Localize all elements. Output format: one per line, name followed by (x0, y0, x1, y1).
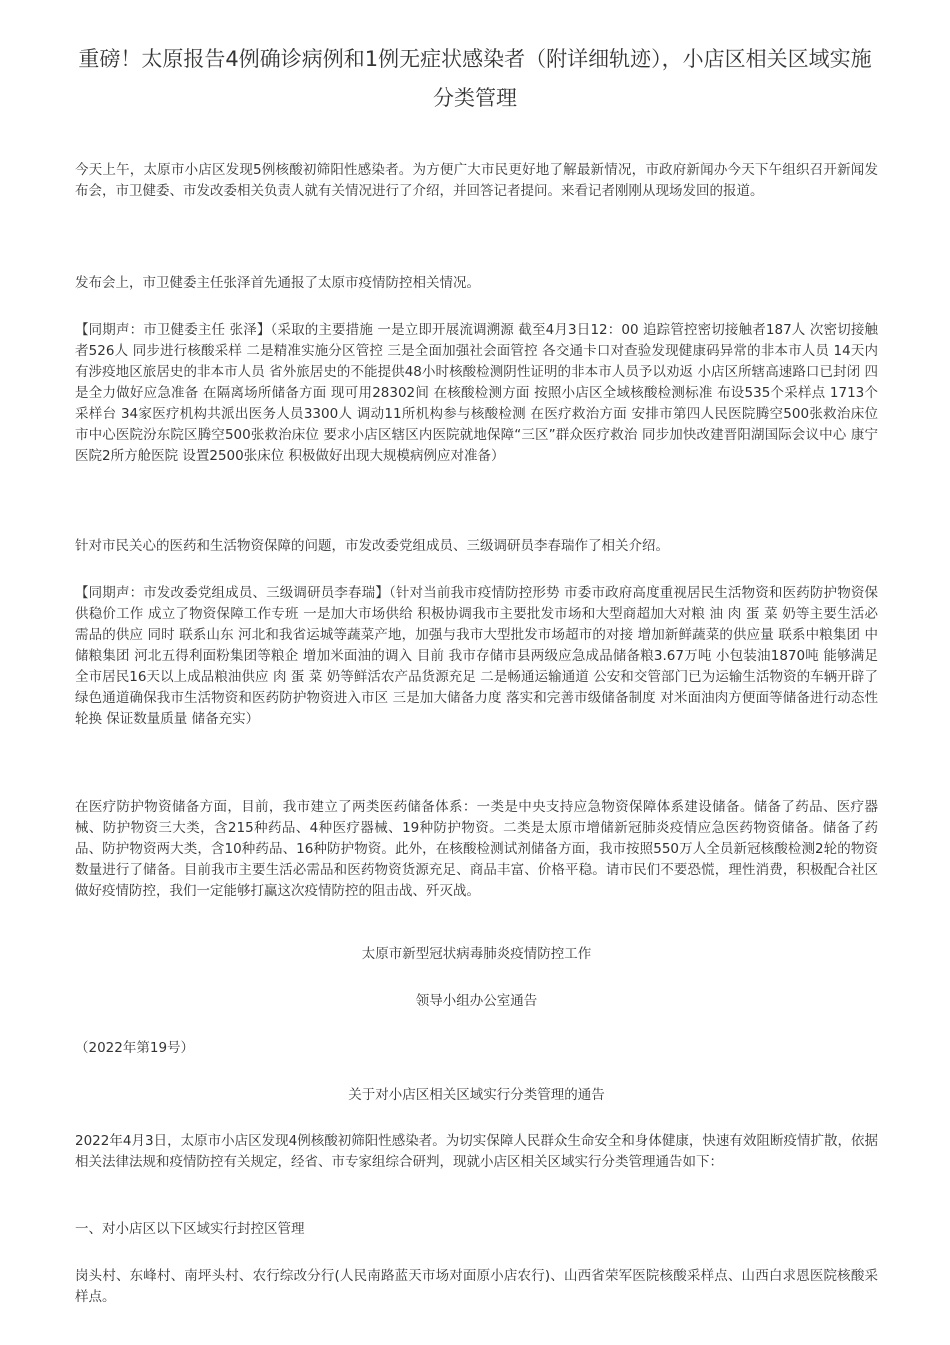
notice-title: 关于对小店区相关区域实行分类管理的通告 (348, 1087, 605, 1103)
article-title: 重磅！太原报告4例确诊病例和1例无症状感染者（附详细轨迹），小店区相关区域实施分类管理 (78, 47, 872, 110)
health-intro-paragraph: 发布会上，市卫健委主任张泽首先通报了太原市疫情防控相关情况。 (75, 275, 480, 291)
notice-body-paragraph: 2022年4月3日，太原市小店区发现4例核酸初筛阳性感染者。为切实保障人民群众生命安全和身体健康，快速有效阻断疫情扩散，依据相关法律法规和疫情防控有关规定，经省、市专家组综合研判，现就小店区相关区域实行分类管理通告如下： (75, 1133, 878, 1170)
notice-section1-title: 一、对小店区以下区域实行封控区管理 (75, 1221, 305, 1237)
intro-paragraph: 今天上午，太原市小店区发现5例核酸初筛阳性感染者。为方便广大市民更好地了解最新情况，市政府新闻办今天下午组织召开新闻发布会，市卫健委、市发改委相关负责人就有关情况进行了介绍，并回答记者提问。来看记者刚刚从现场发回的报道。 (75, 162, 878, 199)
reserve-paragraph: 在医疗防护物资储备方面，目前，我市建立了两类医药储备体系：一类是中央支持应急物资保障体系建设储备。储备了药品、医疗器械、防护物资三大类，含215种药品、4种医疗器械、19种防护物资。二类是太原市增储新冠肺炎疫情应急医药物资储备。储备了药品、防护物资两大类，含10种药品、16种防护物资。此外，在核酸检测试剂储备方面，我市按照550万人全员新冠核酸检测2轮的物资数量进行了储备。目前我市主要生活必需品和医药物资货源充足、商品丰富、价格平稳。请市民们不要恐慌，理性消费，积极配合社区做好疫情防控，我们一定能够打赢这次疫情防控的阻击战、歼灭战。 (75, 799, 878, 899)
supply-intro-paragraph: 针对市民关心的医药和生活物资保障的问题，市发改委党组成员、三级调研员李春瑞作了相关介绍。 (75, 538, 669, 554)
supply-quote-paragraph: 【同期声：市发改委党组成员、三级调研员李春瑞】（针对当前我市疫情防控形势 市委市政府高度重视居民生活物资和医药防护物资保供稳价工作 成立了物资保障工作专班 一是加大市场供给 积极协调我市主要批发市场和大型商超加大对粮 油 肉 蛋 菜 奶等主要生活必需品的供应 同时 联系山东 河北和我省运城等蔬菜产地，加强与我市大型批发市场超市的对接 增加新鲜蔬菜的供应量 联系中粮集团 中储粮集团 河北五得利面粉集团等粮企 增加米面油的调入 目前 我市存储市县两级应急成品储备粮3.67万吨 小包装油1870吨 能够满足全市居民16天以上成品粮油供应 肉 蛋 菜 奶等鲜活农产品货源充足 二是畅通运输通道 公安和交管部门已为运输生活物资的车辆开辟了绿色通道确保我市生活物资和医药防护物资进入市区 三是加大储备力度 落实和完善市级储备制度 对米面油肉方便面等储备进行动态性轮换 保证数量质量 储备充实） (75, 585, 878, 727)
notice-number: （2022年第19号） (75, 1040, 195, 1056)
health-quote-paragraph: 【同期声：市卫健委主任 张泽】（采取的主要措施 一是立即开展流调溯源 截至4月3日12：00 追踪管控密切接触者187人 次密切接触者526人 同步进行核酸采样 二是精准实施分区管控 三是全面加强社会面管控 各交通卡口对查验发现健康码异常的非本市人员 14天内有涉疫地区旅居史的非本市人员 省外旅居史的不能提供48小时核酸检测阴性证明的非本市人员予以劝返 小店区所辖高速路口已封闭 四是全力做好应急准备 在隔离场所储备方面 现可用28302间 在核酸检测方面 按照小店区全域核酸检测标准 布设535个采样点 1713个采样台 34家医疗机构共派出医务人员3300人 调动11所机构参与核酸检测 在医疗救治方面 安排市第四人民医院腾空500张救治床位 市中心医院汾东院区腾空500张救治床位 要求小店区辖区内医院就地保障“三区”群众医疗救治 同步加快改建晋阳湖国际会议中心 康宁医院2所方舱医院 设置2500张床位 积极做好出现大规模病例应对准备） (75, 322, 878, 464)
notice-issuer-line1: 太原市新型冠状病毒肺炎疫情防控工作 (361, 946, 592, 962)
notice-issuer-line2: 领导小组办公室通告 (415, 993, 538, 1009)
notice-section1-body: 岗头村、东峰村、南坪头村、农行综改分行(人民南路蓝天市场对面原小店农行)、山西省荣军医院核酸采样点、山西白求恩医院核酸采样点。 (75, 1268, 878, 1305)
